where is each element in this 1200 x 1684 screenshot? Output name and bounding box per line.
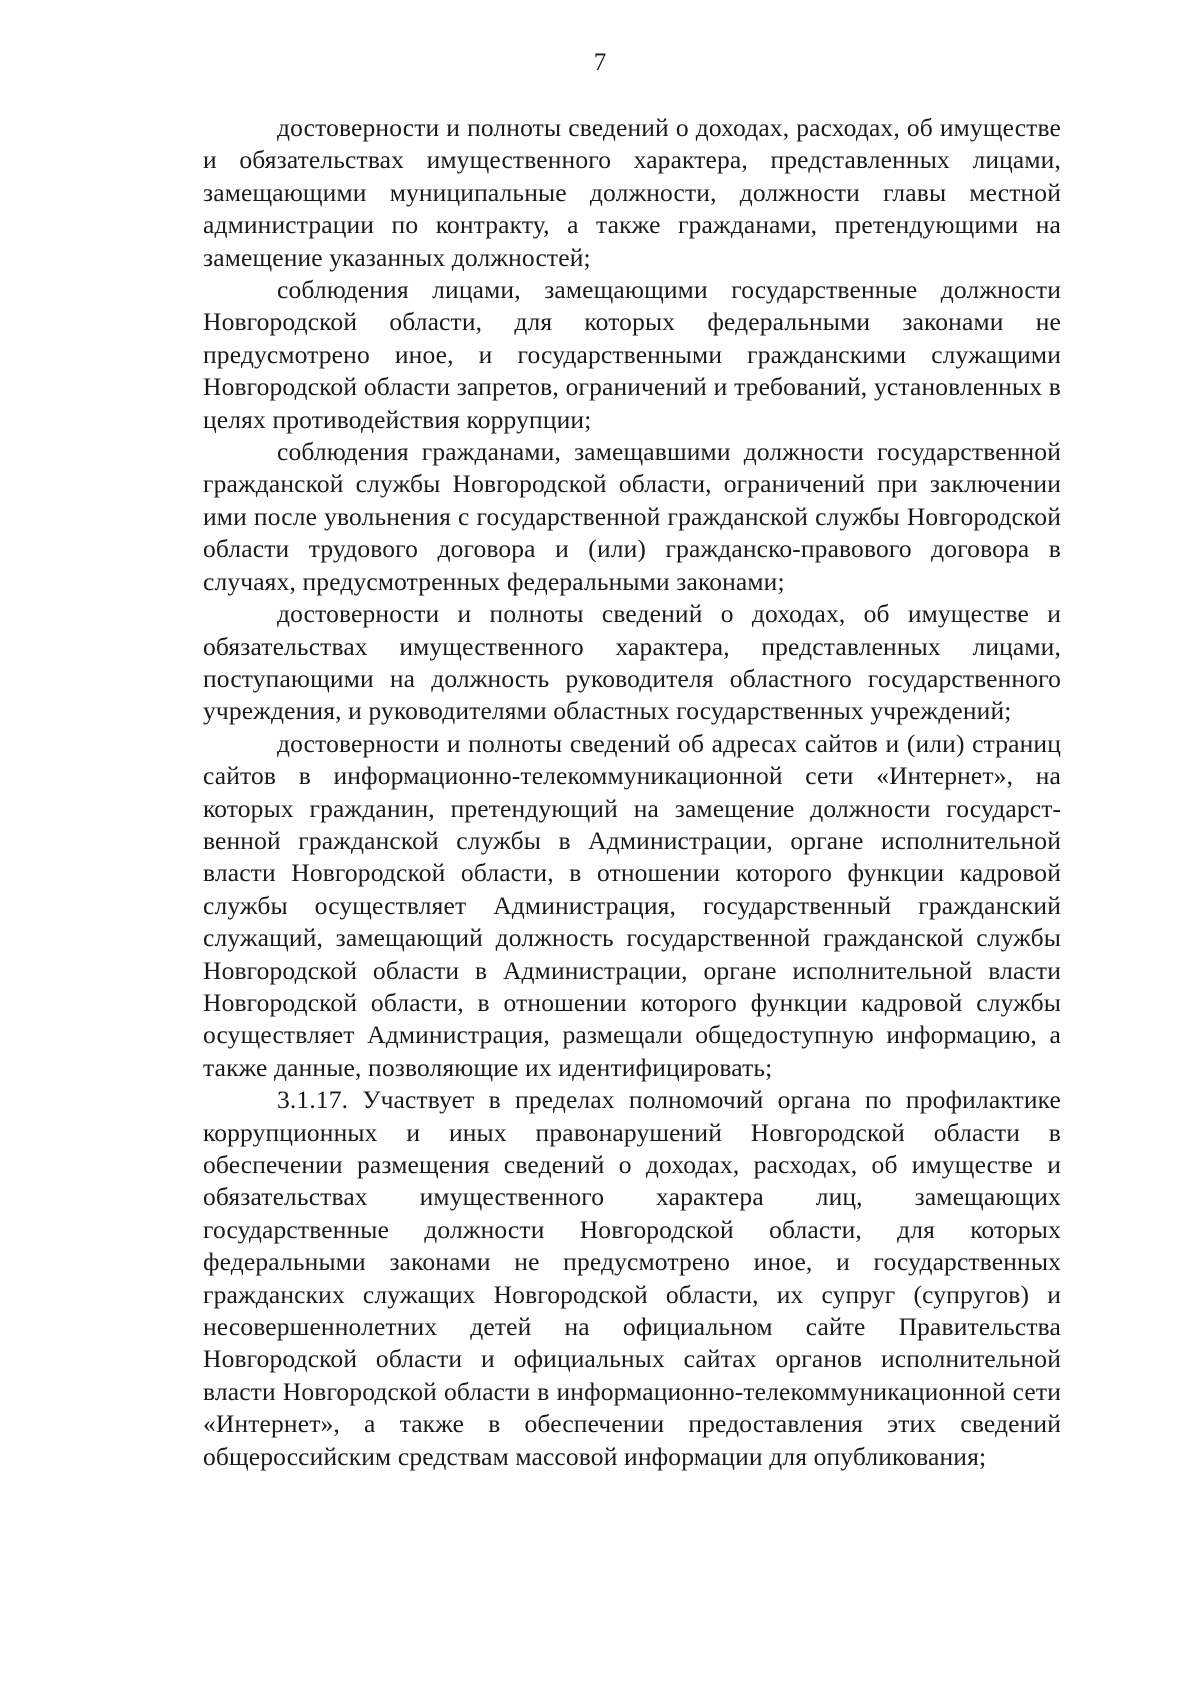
- paragraph: достоверности и полноты сведений о доходах, об имуществе и обязательствах имущественного характера, представленных лицами, поступающими на должность руководителя областного государственного учреждения, и руководителями областных государственных учреждений;: [203, 599, 1061, 726]
- document-body: [203, 112, 1061, 1473]
- page-number: 7: [593, 49, 607, 76]
- paragraph-clause-3-1-17: 3.1.17. Участвует в пределах полномочий органа по профилактике коррупционных и иных правонарушений Новгородской области в обеспечении размещения сведений о доходах, расходах, об имуществе и обязательствах имущественного характера лиц, замещающих государственные должности Новгородской области, для которых федеральными законами не предусмотрено иное, и государственных гражданских служащих Новгородской области, их супруг (супругов) и несовершеннолетних детей на официальном сайте Правительства Новгородской области и официальных сайтах органов исполнительной власти Новгородской области в информационно-телекоммуникационной сети «Интернет», а также в обеспечении предоставления этих сведений общероссийским средствам массовой информации для опубликования;: [203, 1085, 1061, 1471]
- paragraph: соблюдения лицами, замещающими государственные должности Новгородской области, для которых федеральными законами не предусмотрено иное, и государственными гражданскими служащими Новгородской области запретов, ограничений и требований, установленных в целях противодействия коррупции;: [203, 275, 1061, 434]
- paragraph: соблюдения гражданами, замещавшими должности государственной гражданской службы Новгородской области, ограничений при заключении ими после увольнения с государственной гражданской службы Новгородской области трудового договора и (или) гражданско-правового договора в случаях, предусмотренных федеральными законами;: [203, 437, 1061, 596]
- paragraph-continuation: достоверности и полноты сведений о доходах, расходах, об имуществе и обязательствах имущественного характера, представленных лицами, замещающими муниципальные должности, должности главы местной администрации по контракту, а также гражданами, претендующими на замещение указанных должностей;: [203, 113, 1061, 272]
- paragraph: достоверности и полноты сведений об адресах сайтов и (или) страниц сайтов в информационно-телекоммуникационной сети «Интернет», на которых гражданин, претендующий на замещение должности государственной гражданской службы в Администрации, органе исполнительной власти Новгородской области, в отношении которого функции кадровой службы осуществляет Администрация, государственный гражданский служащий, замещающий должность государственной гражданской службы Новгородской области в Администрации, органе исполнительной власти Новгородской области, в отношении которого функции кадровой службы осуществляет Администрация, размещали общедоступную информацию, а также данные, позволяющие их идентифицировать;: [203, 728, 1061, 1082]
